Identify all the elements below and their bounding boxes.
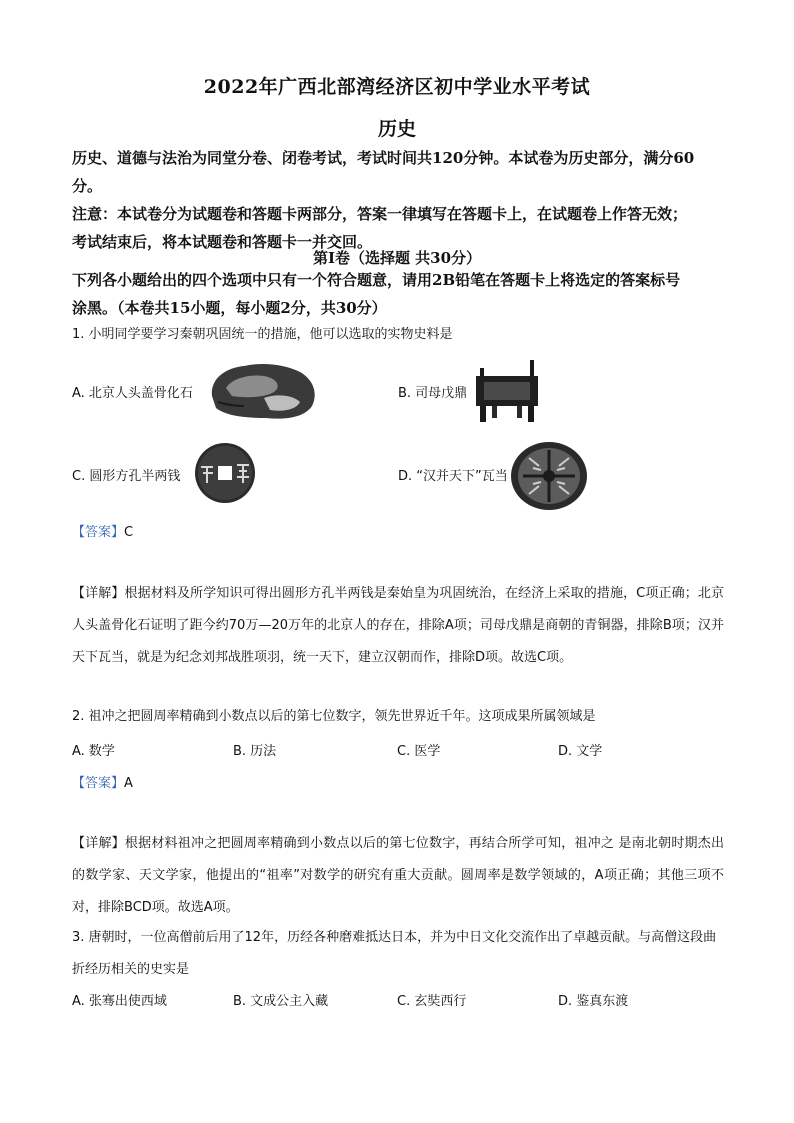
question-1-stem: 1. 小明同学要学习秦朝巩固统一的措施，他可以选取的实物史料是 bbox=[72, 327, 453, 342]
question-3-option-c: C. 玄奘西行 bbox=[397, 994, 467, 1009]
question-1-option-a: A. 北京人头盖骨化石 bbox=[72, 386, 193, 401]
answer-value: C bbox=[124, 525, 134, 540]
instructions-line-1: 下列各小题给出的四个选项中只有一个符合题意，请用2B铅笔在答题卡上将选定的答案标号 bbox=[72, 271, 681, 289]
question-1-option-d: D. “汉并天下”瓦当 bbox=[398, 469, 508, 484]
question-3-option-a: A. 张骞出使西域 bbox=[72, 994, 167, 1009]
section-instructions bbox=[72, 266, 724, 322]
banliang-coin-image bbox=[193, 441, 257, 505]
question-3-option-d: D. 鉴真东渡 bbox=[558, 994, 629, 1009]
question-3-option-b: B. 文成公主入藏 bbox=[233, 994, 329, 1009]
notice-line-2: 考试结束后，将本试题卷和答题卡一并交回。 bbox=[72, 233, 373, 251]
detail-text: 根据材料及所学知识可得出圆形方孔半两钱是秦始皇为巩固统治，在经济上采取的措施，C项正确；北京人头盖骨化石证明了距今约70万—20万年的北京人的存在，排除A项；司母戊鼎是商朝的青铜器，排除B项；汉并天下瓦当，就是为纪念刘邦战胜项羽，统一天下，建立汉朝而作，排除D项。故选C项。 bbox=[72, 586, 724, 665]
detail-tag: 【详解】 bbox=[72, 836, 125, 851]
question-2-stem: 2. 祖冲之把圆周率精确到小数点以后的第七位数字，领先世界近千年。这项成果所属领域是 bbox=[72, 709, 596, 724]
detail-tag: 【详解】 bbox=[72, 586, 125, 601]
question-2-option-b: B. 历法 bbox=[233, 744, 277, 759]
intro-block bbox=[72, 144, 724, 256]
exam-title: 2022年广西北部湾经济区初中学业水平考试 bbox=[203, 76, 591, 98]
question-2-detail bbox=[72, 828, 724, 924]
subject-title: 历史 bbox=[377, 118, 416, 140]
intro-line-2: 分。 bbox=[72, 177, 103, 195]
question-2-option-a: A. 数学 bbox=[72, 744, 115, 759]
bronze-ding-image bbox=[474, 358, 542, 424]
wadang-tile-image bbox=[509, 440, 589, 512]
question-1-option-b: B. 司母戊鼎 bbox=[398, 386, 468, 401]
question-2-option-c: C. 医学 bbox=[397, 744, 441, 759]
question-1-answer bbox=[72, 521, 133, 540]
instructions-line-2: 涂黑。（本卷共15小题，每小题2分，共30分） bbox=[72, 299, 387, 317]
question-3-stem: 3. 唐朝时，一位高僧前后用了12年，历经各种磨难抵达日本，并为中日文化交流作出了卓越贡献。与高僧这段曲折经历相关的史实是 bbox=[72, 930, 717, 977]
question-1-option-c: C. 圆形方孔半两钱 bbox=[72, 469, 181, 484]
answer-tag: 【答案】 bbox=[72, 776, 125, 791]
notice-line-1: 注意：本试卷分为试题卷和答题卡两部分，答案一律填写在答题卡上，在试题卷上作答无效； bbox=[72, 205, 688, 223]
question-2-answer bbox=[72, 772, 133, 791]
section-title: 第Ⅰ卷（选择题 共30分） bbox=[312, 249, 482, 267]
question-1-detail bbox=[72, 578, 724, 674]
detail-text: 根据材料祖冲之把圆周率精确到小数点以后的第七位数字，再结合所学可知，祖冲之 是南北朝时期杰出的数学家、天文学家，他提出的“祖率”对数学的研究有重大贡献。圆周率是数学领域的，A项正确；其他三项不对，排除BCD项。故选A项。 bbox=[72, 836, 724, 915]
answer-tag: 【答案】 bbox=[72, 525, 125, 540]
answer-value: A bbox=[124, 776, 133, 791]
intro-line-1: 历史、道德与法治为同堂分卷、闭卷考试，考试时间共120分钟。本试卷为历史部分，满分60 bbox=[72, 149, 695, 167]
skull-fossil-image bbox=[204, 358, 322, 424]
question-2-option-d: D. 文学 bbox=[558, 744, 603, 759]
